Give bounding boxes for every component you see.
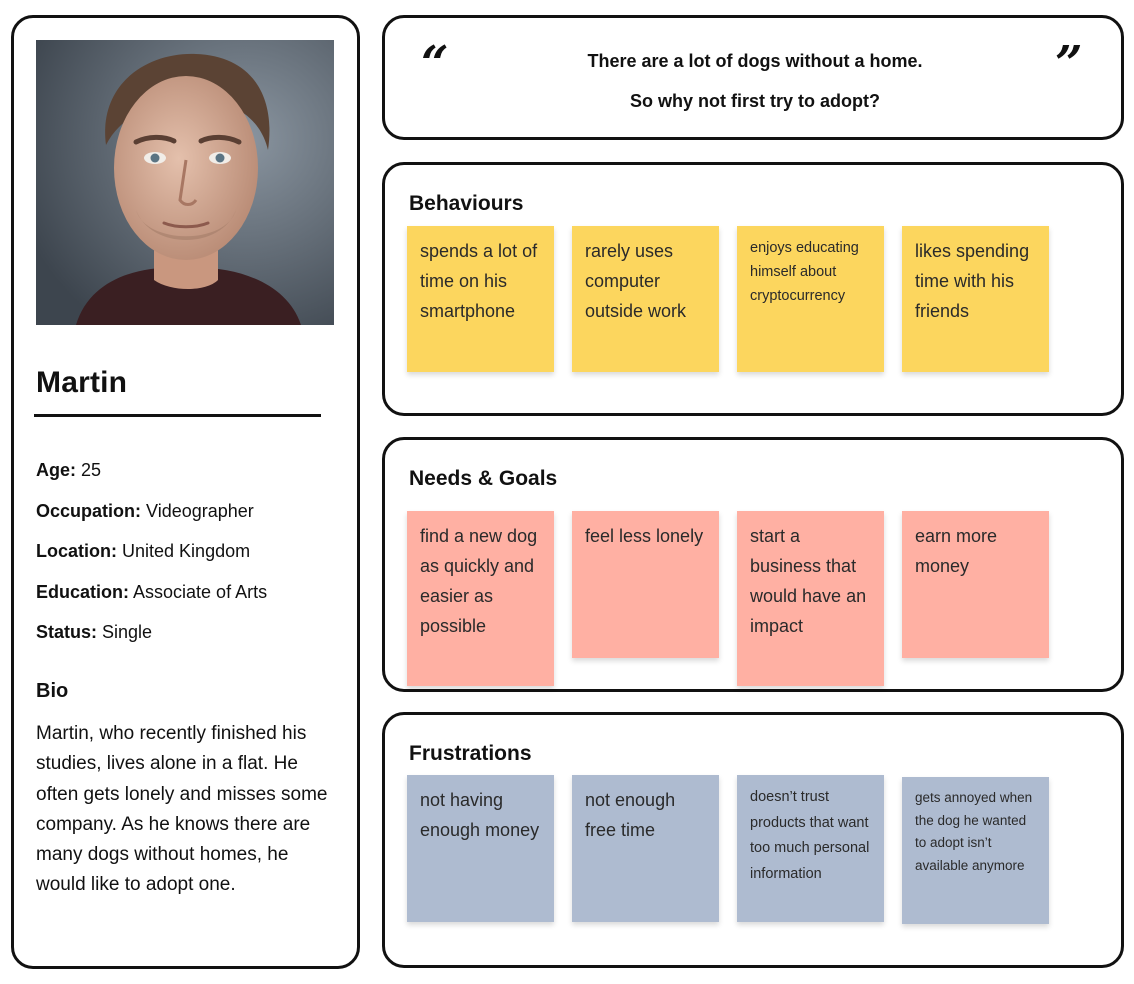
sticky-note: start a business that would have an impact (737, 511, 884, 686)
close-quote-icon: ” (1055, 36, 1083, 92)
fact-label: Status: (36, 622, 98, 642)
sticky-note: not having enough money (407, 775, 554, 922)
fact-value: Single (102, 622, 153, 642)
fact-label: Occupation: (36, 500, 142, 521)
sticky-note: find a new dog as quickly and easier as possible (407, 511, 554, 686)
persona-photo (36, 40, 334, 325)
sticky-note: likes spending time with his friends (902, 226, 1049, 372)
sticky-note: earn more money (902, 511, 1049, 658)
quote-line-2: So why not first try to adopt? (630, 91, 880, 111)
sticky-note: spends a lot of time on his smartphone (407, 226, 554, 372)
persona-portrait-image (36, 40, 334, 325)
sticky-note: feel less lonely (572, 511, 719, 658)
fact-occupation (36, 500, 346, 523)
quote-line-1: There are a lot of dogs without a home. (587, 51, 923, 71)
bio-title: Bio (36, 680, 69, 702)
open-quote-icon: “ (421, 36, 449, 92)
sticky-note: gets annoyed when the dog he wanted to adopt isn’t available anymore (902, 777, 1049, 924)
behaviours-card (382, 162, 1124, 416)
fact-education (36, 581, 346, 604)
sticky-note: enjoys educating himself about cryptocurrency (737, 226, 884, 372)
fact-location (36, 540, 346, 563)
fact-value: Associate of Arts (133, 581, 268, 602)
section-title: Needs & Goals (409, 467, 558, 490)
frustrations-card (382, 712, 1124, 968)
fact-age (36, 459, 346, 482)
sticky-note: rarely uses computer outside work (572, 226, 719, 372)
fact-value: United Kingdom (122, 541, 251, 561)
persona-facts (36, 459, 346, 662)
fact-label: Education: (36, 581, 129, 602)
name-divider (34, 414, 321, 417)
quote-card (382, 15, 1124, 140)
fact-value: 25 (81, 460, 102, 480)
needs-goals-card (382, 437, 1124, 692)
fact-label: Location: (36, 541, 117, 561)
section-title: Frustrations (409, 742, 532, 765)
persona-name: Martin (36, 366, 128, 399)
persona-profile-card (11, 15, 360, 969)
fact-status (36, 621, 346, 644)
fact-label: Age: (36, 460, 76, 480)
sticky-note: doesn’t trust products that want too much personal information (737, 775, 884, 922)
fact-value: Videographer (146, 500, 254, 521)
section-title: Behaviours (409, 192, 524, 215)
sticky-note: not enough free time (572, 775, 719, 922)
bio-text: Martin, who recently finished his studies, lives alone in a flat. He often gets lonely and misses some company. As he knows there are many dogs without homes, he would like to adopt one. (36, 723, 328, 896)
